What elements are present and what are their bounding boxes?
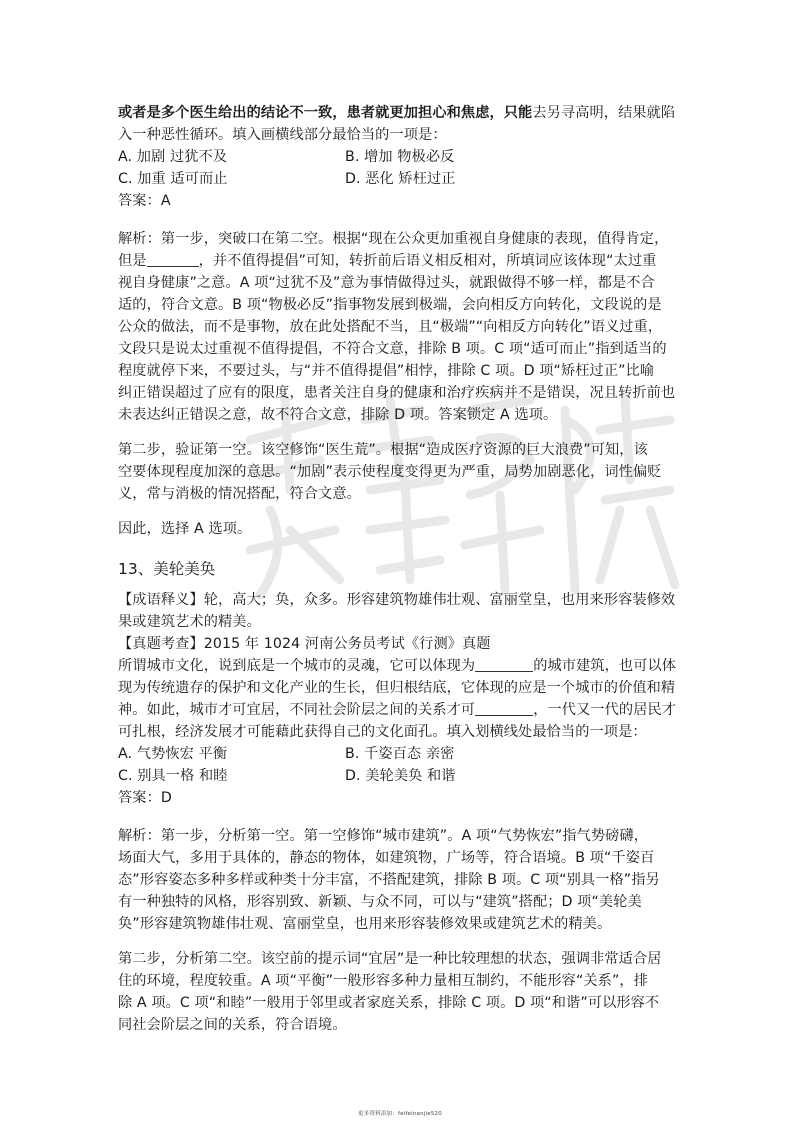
q13-option-c: C. 别具一格 和睦 [118, 768, 228, 784]
analysis-line: 第二步，验证第一空。该空修饰“医生荒”。根据“造成医疗资源的巨大浪费”可知，该 [118, 442, 648, 458]
q13-analysis-step-2 [118, 948, 688, 1036]
q12-stem-line-2: 入一种恶性循环。填入画横线部分最恰当的一项是： [118, 127, 447, 143]
q12-options-row-2 [118, 168, 688, 190]
q12-analysis-step-1 [118, 228, 688, 426]
analysis-line: 奂”形容建筑物雄伟壮观、富丽堂皇，也用来形容装修效果或建筑艺术的精美。 [118, 916, 612, 932]
q12-analysis-step-2 [118, 439, 688, 505]
analysis-line: 未表达纠正错误之意，故不符合文意，排除 D 项。答案锁定 A 选项。 [118, 407, 558, 423]
analysis-line: 空要体现程度加深的意思。“加剧”表示使程度变得更为严重，局势加剧恶化，词性偏贬 [118, 464, 662, 480]
fill-blank [475, 701, 533, 716]
q12-options-row-1 [118, 146, 688, 168]
analysis-line: 场面大气，多用于具体的，静态的物体，如建筑物，广场等，符合语境。B 项“千姿百 [118, 850, 655, 866]
analysis-line: 态”形容姿态多种多样或种类十分丰富，不搭配建筑，排除 B 项。C 项“别具一格”指另 [118, 872, 660, 888]
q13-stem-line-4: 可扎根，经济发展才可能藉此获得自己的文化面孔。填入划横线处最恰当的一项是： [118, 724, 647, 740]
fill-blank [147, 252, 199, 267]
q12-stem-line-1: 或者是多个医生给出的结论不一致，患者就更加担心和焦虑，只能去另寻高明，结果就陷 [118, 105, 676, 121]
q12-option-a: A. 加剧 过犹不及 [118, 149, 228, 165]
page-footer: 更多资料添加：feifeinanjie520 [358, 1111, 442, 1117]
analysis-line: 但是 ，并不值得提倡”可知，转折前后语义相反相对，所填词应该体现“太过重 [118, 253, 657, 269]
fill-blank [475, 657, 533, 672]
q13-stem-line-2: 现为传统遗存的保护和文化产业的生长，但归根结底，它体现的应是一个城市的价值和精 [118, 680, 676, 696]
q13-stem-line-3: 神。如此，城市才可宜居，不同社会阶层之间的关系才可 ，一代又一代的居民才 [118, 702, 677, 718]
q12-option-d: D. 恶化 矫枉过正 [345, 171, 456, 187]
q13-answer: 答案：D [118, 790, 172, 806]
q12-answer: 答案：A [118, 193, 171, 209]
analysis-line: 公众的做法，而不是事物，放在此处搭配不当，且“极端”“向相反方向转化”语义过重， [118, 319, 663, 335]
analysis-line: 住的环境，程度较重。A 项“平衡”一般形容多种力量相互制约，不能形容“关系”，排 [118, 973, 648, 989]
analysis-line: 解析：第一步，分析第一空。第一空修饰“城市建筑”。A 项“气势恢宏”指气势磅礴， [118, 828, 648, 844]
q13-options-row-1 [118, 743, 688, 765]
analysis-line: 有一种独特的风格，形容别致、新颖、与众不同，可以与“建筑”搭配；D 项“美轮美 [118, 894, 642, 910]
analysis-line: 视自身健康”之意。A 项“过犹不及”意为事情做得过头，就跟做得不够一样，都是不合 [118, 275, 655, 291]
q12-option-c: C. 加重 适可而止 [118, 171, 228, 187]
q13-exam-source: 【真题考查】2015 年 1024 河南公务员考试《行测》真题 [118, 636, 491, 652]
analysis-line: 程度就停下来，不要过头，与“并不值得提倡”相悖，排除 C 项。D 项“矫枉过正”比喻 [118, 363, 655, 379]
analysis-line: 第二步，分析第二空。该空前的提示词“宜居”是一种比较理想的状态，强调非常适合居 [118, 951, 662, 967]
analysis-line: 纠正错误超过了应有的限度，患者关注自身的健康和治疗疾病并不是错误，况且转折前也 [118, 385, 676, 401]
q12-option-b: B. 增加 物极必反 [345, 149, 455, 165]
analysis-line: 义，常与消极的情况搭配，符合文意。 [118, 486, 361, 502]
analysis-line: 除 A 项。C 项“和睦”一般用于邻里或者家庭关系，排除 C 项。D 项“和谐”可以形容不 [118, 995, 660, 1011]
analysis-line: 解析：第一步，突破口在第二空。根据“现在公众更加重视自身健康的表现，值得肯定， [118, 231, 669, 247]
q13-meaning-line-2: 果或建筑艺术的精美。 [118, 614, 261, 630]
q13-option-b: B. 千姿百态 亲密 [345, 746, 455, 762]
analysis-line: 适的，符合文意。B 项“物极必反”指事物发展到极端，会向相反方向转化，文段说的是 [118, 297, 662, 313]
document-content [118, 102, 688, 1036]
analysis-line: 文段只是说太过重视不值得提倡，不符合文意，排除 B 项。C 项“适可而止”指到适当的 [118, 341, 667, 357]
q13-stem-line-1: 所谓城市文化，说到底是一个城市的灵魂，它可以体现为 的城市建筑，也可以体 [118, 658, 677, 674]
analysis-line: 同社会阶层之间的关系，符合语境。 [118, 1017, 347, 1033]
q13-option-a: A. 气势恢宏 平衡 [118, 746, 228, 762]
q13-options-row-2 [118, 765, 688, 787]
q12-conclusion: 因此，选择 A 选项。 [118, 521, 252, 537]
q13-analysis-step-1 [118, 825, 688, 935]
q13-option-d: D. 美轮美奂 和谐 [345, 768, 456, 784]
q13-meaning-line-1: 【成语释义】轮，高大；奂，众多。形容建筑物雄伟壮观、富丽堂皇，也用来形容装修效 [118, 592, 676, 608]
section-heading: 13、美轮美奂 [118, 560, 216, 578]
